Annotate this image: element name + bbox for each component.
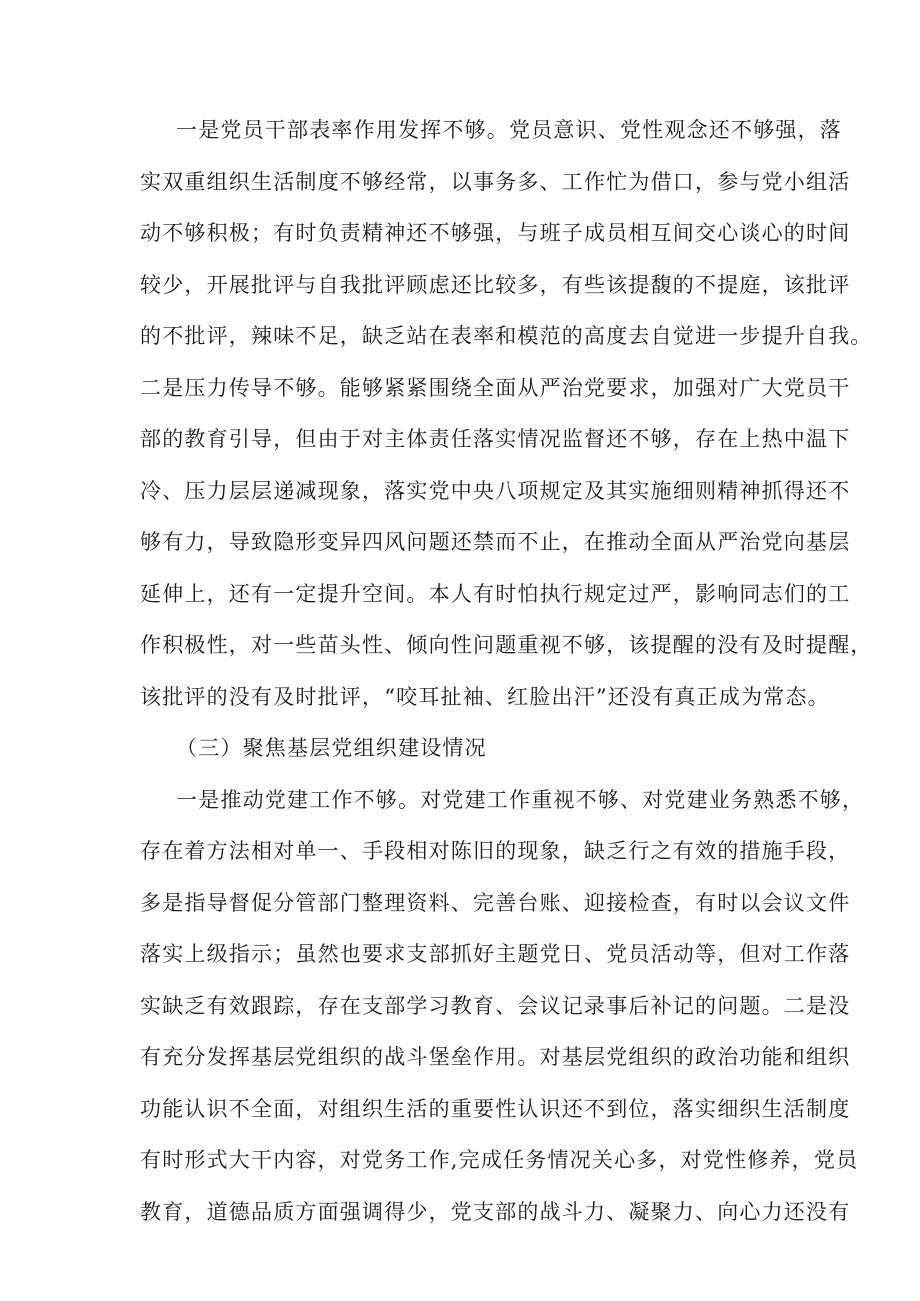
paragraph-line: 够有力，导致隐形变异四风问题还禁而不止，在推动全面从严治党向基层 — [140, 530, 851, 554]
paragraph-line: 二是压力传导不够。能够紧紧围绕全面从严治党要求，加强对广大党员干 — [140, 376, 851, 400]
paragraph-line: 动不够积极；有时负责精神还不够强，与班子成员相互间交心谈心的时间 — [140, 221, 851, 245]
paragraph-line: 落实上级指示；虽然也要求支部抓好主题党日、党员活动等，但对工作落 — [140, 942, 851, 966]
paragraph-line: 有时形式大干内容，对党务工作,完成任务情况关心多，对党性修养，党员 — [140, 1148, 859, 1172]
paragraph-line: 实缺乏有效跟踪，存在支部学习教育、会议记录事后补记的问题。二是没 — [140, 994, 851, 1018]
paragraph-line: 有充分发挥基层党组织的战斗堡垒作用。对基层党组织的政治功能和组织 — [140, 1045, 851, 1069]
paragraph-line: 较少，开展批评与自我批评顾虑还比较多，有些该提馥的不提庭，该批评 — [140, 273, 851, 297]
paragraph-line: 作积极性，对一些苗头性、倾向性问题重视不够，该提醒的没有及时提醒， — [140, 633, 873, 657]
paragraph-line: 延伸上，还有一定提升空间。本人有时怕执行规定过严，影响同志们的工 — [140, 582, 851, 606]
paragraph-line: 存在着方法相对单一、手段相对陈旧的现象，缺乏行之有效的措施手段， — [140, 839, 851, 863]
paragraph-line: 功能认识不全面，对组织生活的重要性认识还不到位，落实细织生活制度 — [140, 1097, 851, 1121]
paragraph-line: 的不批评，辣味不足，缺乏站在表率和模范的高度去自觉进一步提升自我。 — [140, 324, 873, 348]
paragraph-line: 一是推动党建工作不够。对党建工作重视不够、对党建业务熟悉不够， — [176, 788, 865, 812]
paragraph-line: 该批评的没有及时批评，“咬耳扯袖、红脸出汗”还没有真正成为常态。 — [140, 685, 830, 709]
paragraph-line: 实双重组织生活制度不够经常，以事务多、工作忙为借口，参与党小组活 — [140, 170, 851, 194]
paragraph-line: 冷、压力层层递减现象，落实党中央八项规定及其实施细则精神抓得还不 — [140, 479, 851, 503]
paragraph-line: 一是党员干部表率作用发挥不够。党员意识、党性观念还不够强，落 — [176, 118, 842, 142]
paragraph-line: 教育，道德品质方面强调得少，党支部的战斗力、凝聚力、向心力还没有 — [140, 1200, 851, 1224]
paragraph-line: 多是指导督促分管部门整理资料、完善台账、迎接检查，有时以会议文件 — [140, 891, 851, 915]
paragraph-line: 部的教育引导，但由于对主体责任落实情况监督还不够，存在上热中温下 — [140, 427, 851, 451]
section-heading: （三）聚焦基层党组织建设情况 — [176, 736, 487, 760]
